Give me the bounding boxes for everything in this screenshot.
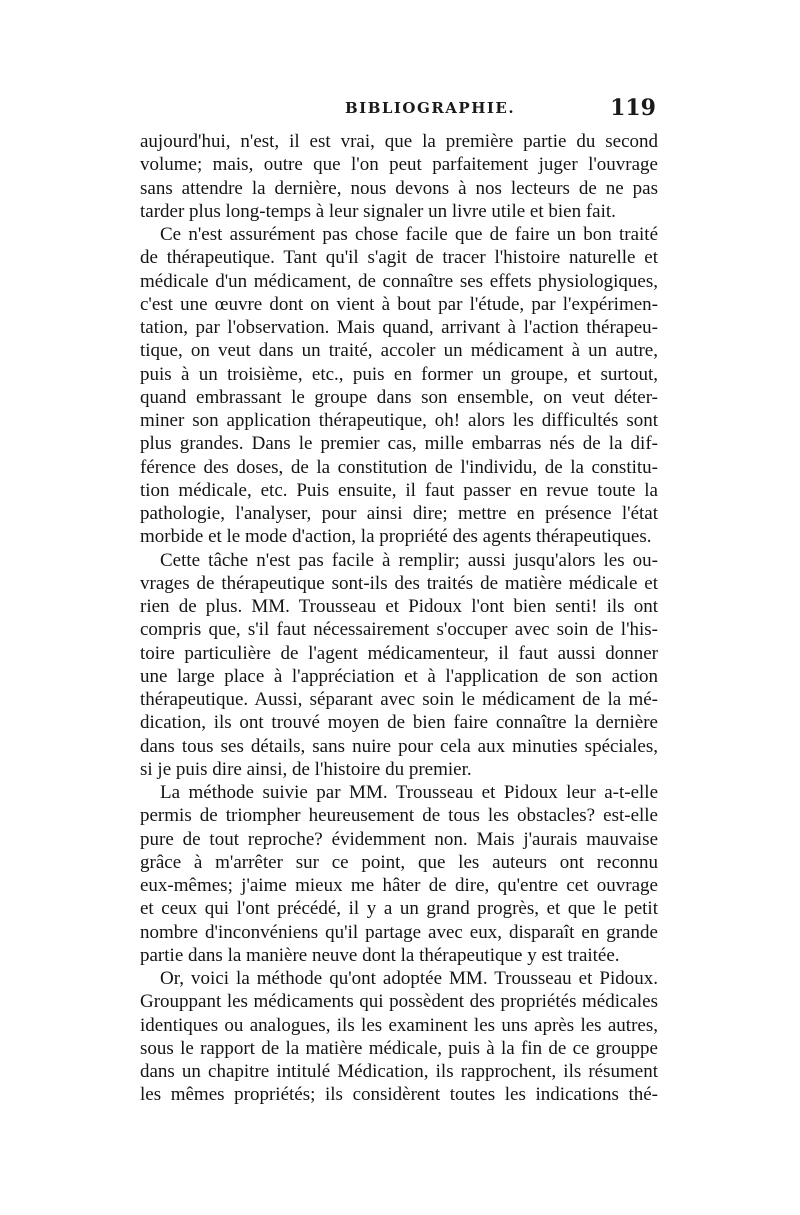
- text-line: Grouppant les médicaments qui possèdent des propriétés médicales: [140, 991, 658, 1013]
- text-line: toire particulière de l'agent médicamenteur, il faut aussi donner: [140, 642, 658, 664]
- text-line: dans un chapitre intitulé Médication, ils rapprochent, ils résument: [140, 1061, 658, 1082]
- running-head: BIBLIOGRAPHIE.: [345, 99, 516, 117]
- text-line: médicale d'un médicament, de connaître ses effets physiologiques,: [140, 270, 658, 292]
- body-text: [140, 130, 658, 1107]
- text-line: une large place à l'appréciation et à l'application de son action: [140, 665, 658, 687]
- text-line: tion médicale, etc. Puis ensuite, il faut passer en revue toute la: [140, 479, 658, 501]
- page-header: [140, 95, 658, 129]
- text-line: dans tous ses détails, sans nuire pour cela aux minuties spéciales,: [140, 735, 658, 757]
- page-number: 119: [610, 95, 656, 121]
- text-line: tarder plus long-temps à leur signaler un livre utile et bien fait.: [140, 200, 616, 222]
- text-line: les mêmes propriétés; ils considèrent toutes les indications thé-: [140, 1084, 658, 1106]
- text-line: nombre d'inconvéniens qu'il partage avec eux, disparaît en grande: [140, 921, 658, 943]
- text-line: grâce à m'arrêter sur ce point, que les auteurs ont reconnu: [140, 851, 658, 873]
- text-line: volume; mais, outre que l'on peut parfaitement juger l'ouvrage: [140, 154, 658, 176]
- text-line: vrages de thérapeutique sont-ils des traités de matière médicale et: [140, 572, 658, 594]
- text-line: sans attendre la dernière, nous devons à nos lecteurs de ne pas: [140, 177, 658, 199]
- text-line: permis de triompher heureusement de tous les obstacles? est-elle: [140, 805, 658, 827]
- text-line: morbide et le mode d'action, la propriété des agents thérapeutiques.: [140, 526, 652, 548]
- text-line: Or, voici la méthode qu'ont adoptée MM. Trousseau et Pidoux.: [160, 968, 658, 989]
- text-line: eux-mêmes; j'aime mieux me hâter de dire, qu'entre cet ouvrage: [140, 875, 658, 896]
- text-line: si je puis dire ainsi, de l'histoire du premier.: [140, 758, 472, 780]
- text-line: plus grandes. Dans le premier cas, mille embarras nés de la dif-: [140, 433, 658, 455]
- text-line: tique, on veut dans un traité, accoler un médicament à un autre,: [140, 340, 658, 362]
- text-line: Cette tâche n'est pas facile à remplir; aussi jusqu'alors les ou-: [160, 549, 658, 571]
- text-line: sous le rapport de la matière médicale, puis à la fin de ce grouppe: [140, 1037, 658, 1059]
- text-line: dication, ils ont trouvé moyen de bien faire connaître la dernière: [140, 712, 658, 734]
- text-line: puis à un troisième, etc., puis en former un groupe, et surtout,: [140, 363, 658, 385]
- text-line: La méthode suivie par MM. Trousseau et Pidoux leur a-t-elle: [160, 782, 658, 803]
- text-line: pure de tout reproche? évidemment non. Mais j'aurais mauvaise: [140, 828, 658, 850]
- text-line: quand embrassant le groupe dans son ensemble, on veut déter-: [140, 386, 658, 408]
- text-line: identiques ou analogues, ils les examinent les uns après les autres,: [140, 1014, 658, 1036]
- text-line: miner son application thérapeutique, oh! alors les difficultés sont: [140, 410, 658, 431]
- text-line: pathologie, l'analyser, pour ainsi dire; mettre en présence l'état: [140, 503, 658, 524]
- text-line: partie dans la manière neuve dont la thérapeutique y est traitée.: [140, 944, 620, 966]
- text-line: et ceux qui l'ont précédé, il y a un grand progrès, et que le petit: [140, 898, 658, 920]
- text-line: compris que, s'il faut nécessairement s'occuper avec soin de l'his-: [140, 619, 658, 641]
- text-line: de thérapeutique. Tant qu'il s'agit de tracer l'histoire naturelle et: [140, 247, 658, 269]
- text-line: thérapeutique. Aussi, séparant avec soin le médicament de la mé-: [140, 689, 658, 710]
- text-line: aujourd'hui, n'est, il est vrai, que la première partie du second: [140, 131, 658, 152]
- text-line: Ce n'est assurément pas chose facile que de faire un bon traité: [160, 224, 658, 245]
- text-line: férence des doses, de la constitution de l'individu, de la constitu-: [140, 456, 658, 478]
- text-line: tation, par l'observation. Mais quand, arrivant à l'action thérapeu-: [140, 317, 658, 338]
- text-line: rien de plus. MM. Trousseau et Pidoux l'ont bien senti! ils ont: [140, 596, 658, 617]
- text-line: c'est une œuvre dont on vient à bout par l'étude, par l'expérimen-: [140, 293, 658, 315]
